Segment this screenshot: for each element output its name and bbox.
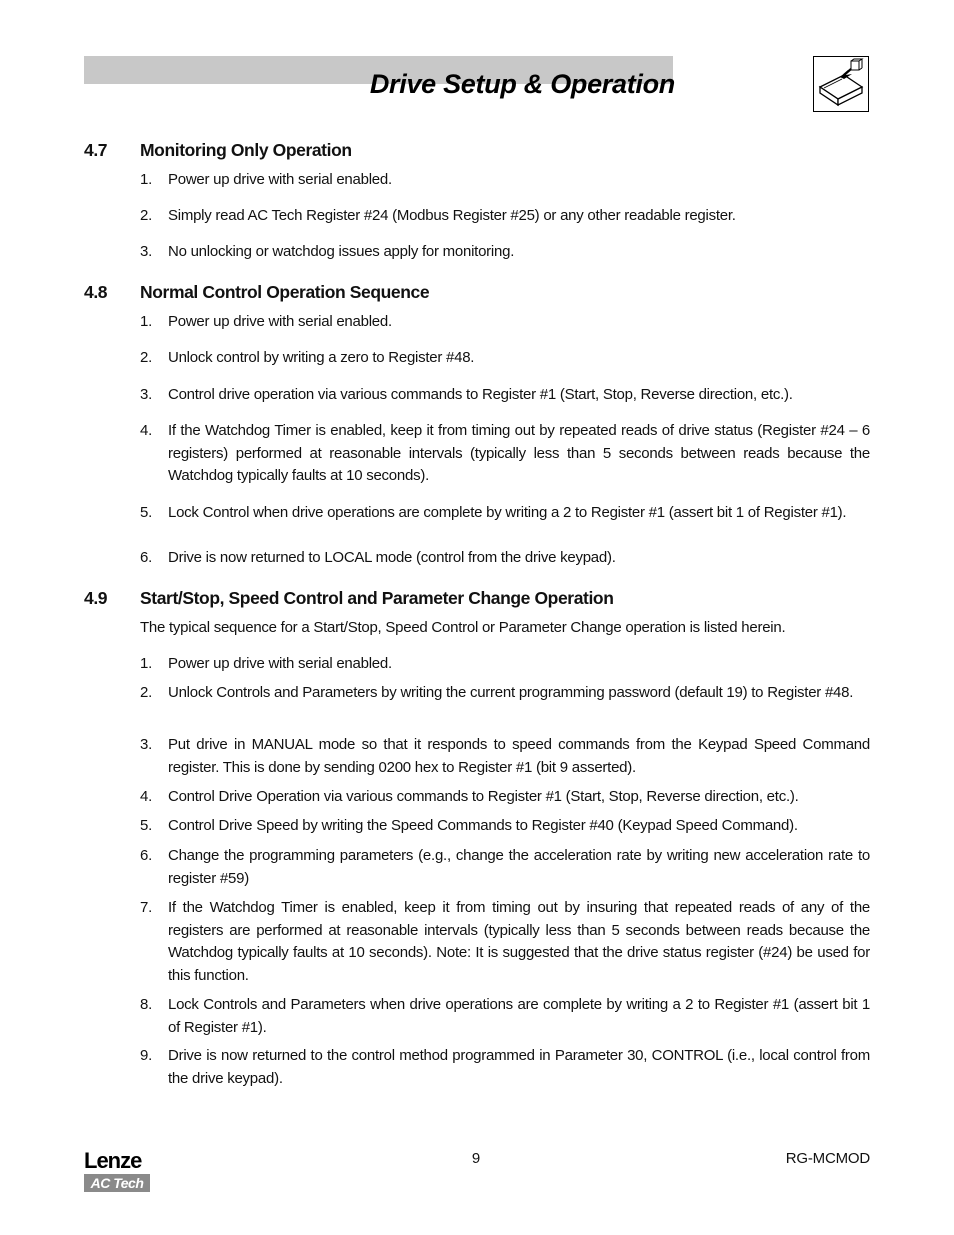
list-item [140, 682, 870, 705]
list-item [140, 786, 870, 809]
item-text: If the Watchdog Timer is enabled, keep it from timing out by repeated reads of drive status (Register #24 – 6 registers) performed at reasonable intervals (typically less than 5 seconds between reads because the Watchdog typically faults at 10 seconds). [168, 422, 870, 484]
section-intro: The typical sequence for a Start/Stop, Speed Control or Parameter Change operation is listed herein. [140, 619, 786, 636]
item-text: Unlock Controls and Parameters by writing the current programming password (default 19) to Register #48. [168, 684, 854, 701]
item-number: 5. [140, 817, 153, 834]
section-heading-4-7 [84, 139, 352, 161]
section-heading-4-9 [84, 587, 614, 609]
item-number: 4. [140, 788, 153, 805]
section-heading-4-8 [84, 281, 429, 303]
item-number: 6. [140, 549, 153, 566]
list-item [140, 897, 870, 987]
item-text: Simply read AC Tech Register #24 (Modbus Register #25) or any other readable register. [168, 207, 736, 224]
ac-tech-logo: AC Tech [84, 1174, 150, 1192]
item-number: 3. [140, 736, 153, 753]
item-number: 1. [140, 655, 153, 672]
list-item [140, 734, 870, 779]
list-item [140, 384, 870, 407]
list-item [140, 241, 870, 264]
section-number: 4.8 [84, 282, 108, 302]
item-text: Unlock control by writing a zero to Register #48. [168, 349, 475, 366]
document-code: RG-MCMOD [785, 1150, 870, 1167]
item-text: Drive is now returned to LOCAL mode (control from the drive keypad). [168, 549, 616, 566]
list-item [140, 420, 870, 488]
item-number: 4. [140, 422, 153, 439]
list-item [140, 169, 870, 192]
item-number: 2. [140, 349, 153, 366]
item-text: Put drive in MANUAL mode so that it responds to speed commands from the Keypad Speed Command register. This is done by sending 0200 hex to Register #1 (bit 9 asserted). [168, 736, 870, 776]
list-item [140, 994, 870, 1039]
item-text: Power up drive with serial enabled. [168, 313, 392, 330]
item-text: Drive is now returned to the control method programmed in Parameter 30, CONTROL (i.e., local control from the drive keypad). [168, 1047, 870, 1087]
lenze-logo: Lenze [84, 1148, 142, 1173]
list-item [140, 502, 870, 525]
list-item [140, 311, 870, 334]
item-text: Lock Controls and Parameters when drive operations are complete by writing a 2 to Register #1 (assert bit 1 of Register #1). [168, 996, 870, 1036]
list-item [140, 347, 870, 370]
item-text: If the Watchdog Timer is enabled, keep it from timing out by insuring that repeated reads of any of the registers are performed at reasonable intervals (typically less than 5 seconds between reads because the Watchdog typically faults at 10 seconds). Note: It is suggested that the drive status register (#24) be used for this function. [168, 899, 870, 984]
list-item [140, 653, 870, 676]
section-title: Monitoring Only Operation [140, 140, 352, 160]
item-text: Control Drive Operation via various commands to Register #1 (Start, Stop, Reverse direction, etc.). [168, 788, 799, 805]
item-text: Control Drive Speed by writing the Speed Commands to Register #40 (Keypad Speed Command). [168, 817, 798, 834]
list-item [140, 1045, 870, 1090]
item-text: Change the programming parameters (e.g., change the acceleration rate by writing new acceleration rate to register #59) [168, 847, 870, 887]
item-number: 2. [140, 207, 153, 224]
item-number: 3. [140, 386, 153, 403]
item-number: 3. [140, 243, 153, 260]
page-number: 9 [471, 1150, 481, 1167]
item-number: 1. [140, 171, 153, 188]
item-number: 8. [140, 996, 153, 1013]
list-item [140, 547, 870, 570]
section-number: 4.7 [84, 140, 108, 160]
item-text: Power up drive with serial enabled. [168, 171, 392, 188]
item-number: 1. [140, 313, 153, 330]
item-number: 5. [140, 504, 153, 521]
list-item [140, 815, 870, 838]
item-number: 6. [140, 847, 153, 864]
item-text: No unlocking or watchdog issues apply for monitoring. [168, 243, 515, 260]
module-insert-icon [813, 56, 869, 112]
section-number: 4.9 [84, 588, 108, 608]
section-title: Normal Control Operation Sequence [140, 282, 430, 302]
item-text: Power up drive with serial enabled. [168, 655, 392, 672]
item-text: Control drive operation via various commands to Register #1 (Start, Stop, Reverse direction, etc.). [168, 386, 793, 403]
item-number: 7. [140, 899, 153, 916]
page-title: Drive Setup & Operation [369, 69, 675, 99]
item-number: 9. [140, 1047, 153, 1064]
item-text: Lock Control when drive operations are complete by writing a 2 to Register #1 (assert bit 1 of Register #1). [168, 504, 847, 521]
list-item [140, 845, 870, 890]
item-number: 2. [140, 684, 153, 701]
section-title: Start/Stop, Speed Control and Parameter Change Operation [140, 588, 614, 608]
list-item [140, 205, 870, 228]
